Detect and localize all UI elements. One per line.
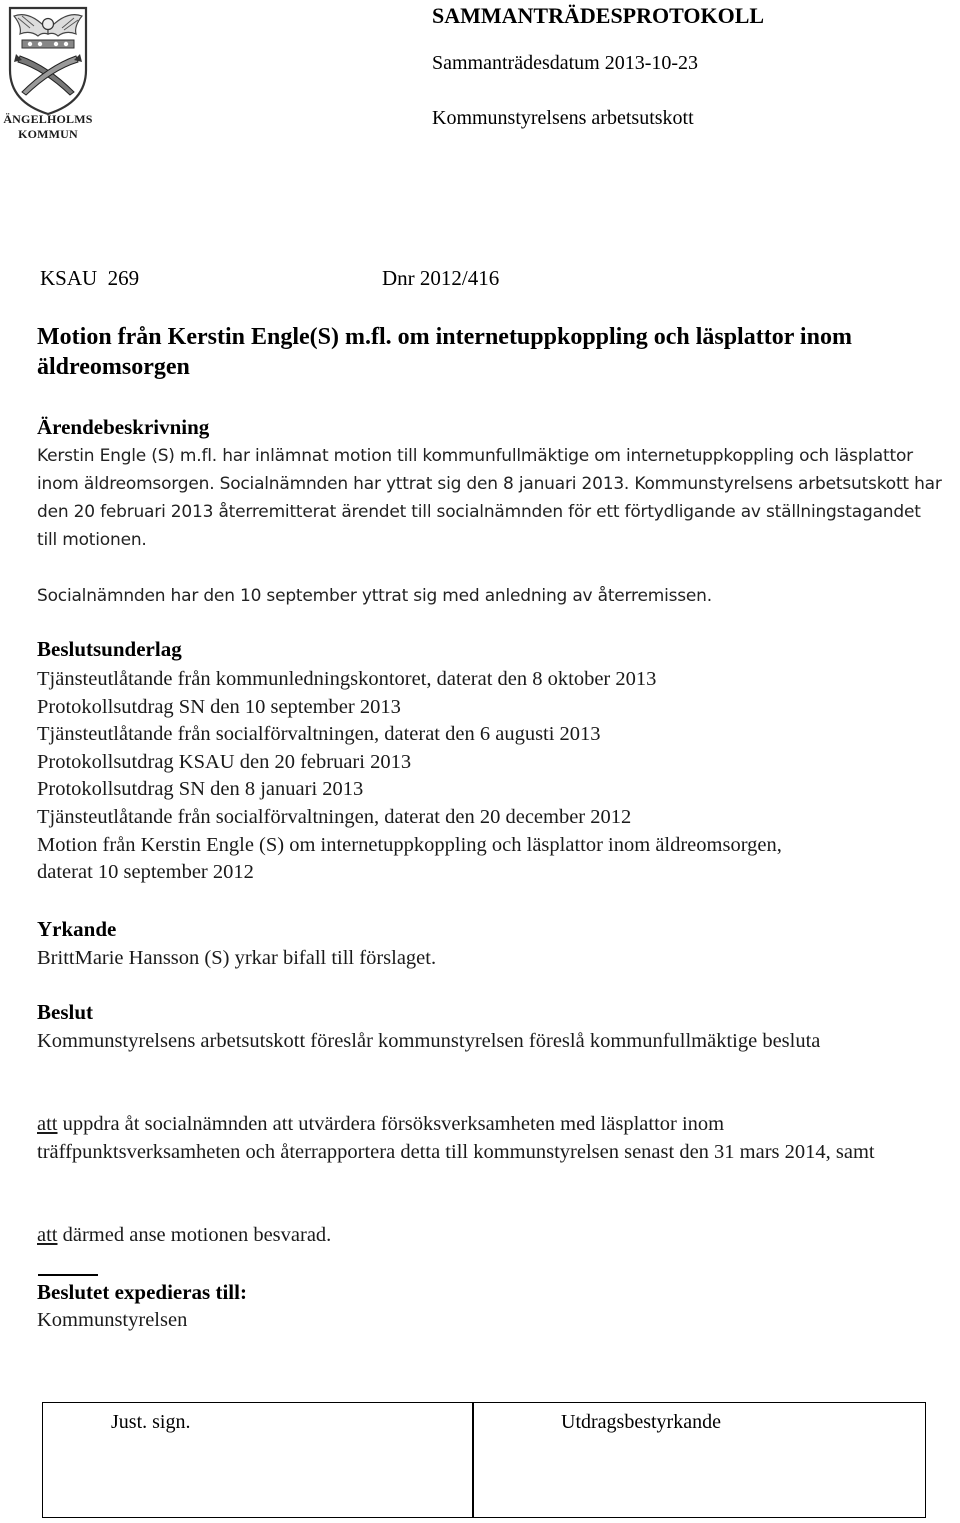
att-keyword: att (37, 1113, 58, 1135)
case-description-followup: Socialnämnden har den 10 september yttrat sig med anledning av återremissen. (37, 586, 712, 606)
signature-box-divider (472, 1403, 474, 1517)
list-item: Tjänsteutlåtande från socialförvaltningen, daterat den 20 december 2012 (37, 805, 632, 828)
decision-clause-1 (37, 1111, 917, 1166)
section-heading-arendebeskrivning: Ärendebeskrivning (37, 415, 210, 439)
extract-certification-label: Utdragsbestyrkande (561, 1411, 721, 1433)
decision-clause-2 (37, 1222, 937, 1250)
committee-name: Kommunstyrelsens arbetsutskott (432, 107, 694, 129)
proposal-text: BrittMarie Hansson (S) yrkar bifall till förslaget. (37, 947, 437, 969)
list-item: daterat 10 september 2012 (37, 861, 254, 884)
paragraph-reference: KSAU 269 (40, 266, 140, 290)
diary-number: Dnr 2012/416 (382, 266, 500, 290)
att-keyword: att (37, 1224, 58, 1246)
section-heading-beslut: Beslut (37, 1000, 94, 1024)
list-item: Tjänsteutlåtande från kommunledningskontoret, daterat den 8 oktober 2013 (37, 668, 657, 690)
signature-box (42, 1402, 926, 1518)
case-description: Kerstin Engle (S) m.fl. har inlämnat motion till kommunfullmäktige om internetuppkoppling och läsplattor inom äldreomsorgen. Socialnämnden har yttrat sig den 8 januari 2013. Kommunstyrelsens arbetsutskott har den 20 februari 2013 återremitterat ärendet till socialnämnden för ett förtydligande av ställningstagandet till motionen. (37, 446, 942, 550)
list-item: Motion från Kerstin Engle (S) om internetuppkoppling och läsplattor inom äldreomsorgen, (37, 833, 782, 856)
list-item: Protokollsutdrag SN den 10 september 2013 (37, 695, 401, 718)
logo-name-line2: KOMMUN (18, 127, 78, 141)
divider (38, 1274, 98, 1276)
motion-title: Motion från Kerstin Engle(S) m.fl. om internetuppkoppling och läsplattor inom äldreomsorgen (37, 324, 852, 380)
municipality-logo (0, 0, 96, 150)
angel-crest-icon (0, 0, 96, 118)
protocol-title: SAMMANTRÄDESPROTOKOLL (432, 3, 765, 28)
justering-signature-label: Just. sign. (111, 1411, 191, 1433)
decision-intro: Kommunstyrelsens arbetsutskott föreslår kommunstyrelsen föreslå kommunfullmäktige besluta (37, 1030, 821, 1052)
meeting-date: Sammanträdesdatum 2013-10-23 (432, 52, 699, 74)
decision-clause-1-text: uppdra åt socialnämnden att utvärdera försöksverksamheten med läsplattor inom träffpunktsverksamheten och återrapportera detta till kommunstyrelsen senast den 31 mars 2014, samt (37, 1113, 875, 1163)
basis-document-list (37, 666, 937, 887)
logo-name-line1: ÄNGELHOLMS (3, 112, 93, 126)
list-item: Protokollsutdrag KSAU den 20 februari 2013 (37, 750, 412, 773)
section-heading-expedieras: Beslutet expedieras till: (37, 1280, 247, 1304)
list-item: Tjänsteutlåtande från socialförvaltningen, daterat den 6 augusti 2013 (37, 723, 601, 746)
list-item: Protokollsutdrag SN den 8 januari 2013 (37, 778, 364, 801)
recipient: Kommunstyrelsen (37, 1309, 188, 1331)
section-heading-yrkande: Yrkande (37, 917, 117, 941)
decision-clause-2-text: därmed anse motionen besvarad. (57, 1224, 332, 1246)
section-heading-beslutsunderlag: Beslutsunderlag (37, 637, 182, 661)
